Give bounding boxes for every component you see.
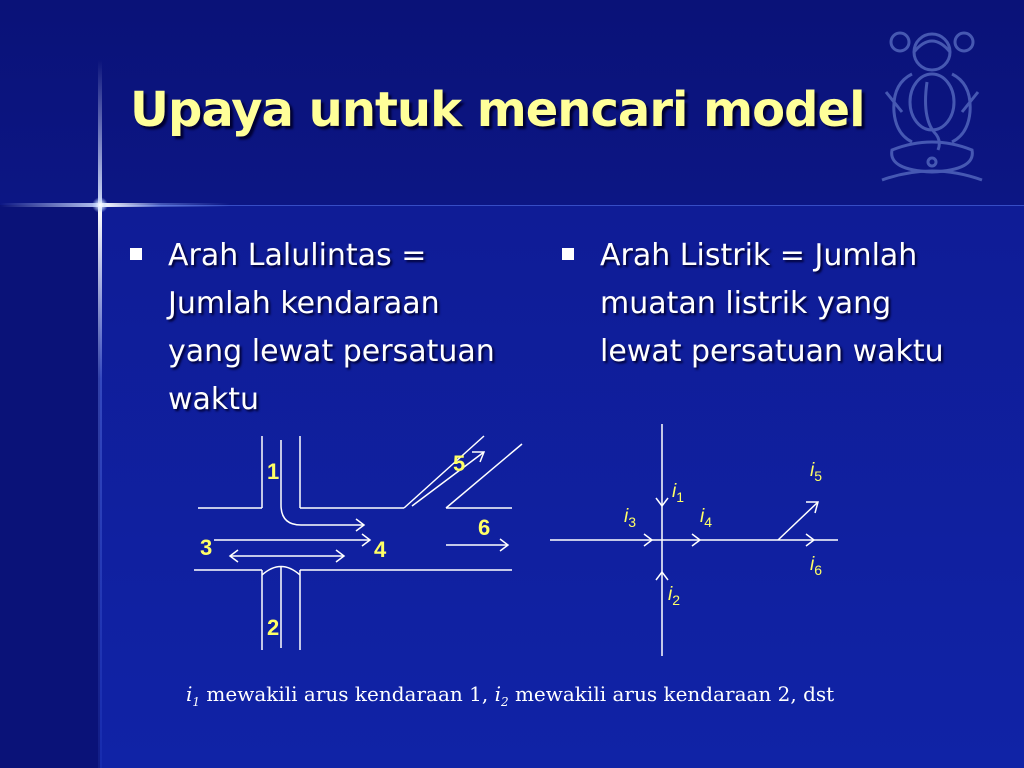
current-label-i1: $i_1$ bbox=[672, 481, 685, 505]
circuit-labels bbox=[624, 460, 822, 608]
bullet-electric-text: Arah Listrik = Jumlah muatan listrik yang lewat persatuan waktu bbox=[600, 238, 944, 369]
caption-subscript-2: 2 bbox=[500, 695, 509, 709]
slide-title: Upaya untuk mencari model bbox=[130, 82, 865, 138]
current-label-i6: $i_6$ bbox=[810, 554, 823, 578]
diagram-caption bbox=[186, 682, 834, 709]
caption-text-1: mewakili arus kendaraan 1, bbox=[200, 682, 495, 706]
current-label-i3: $i_3$ bbox=[624, 506, 637, 530]
traffic-label-2: 2 bbox=[267, 615, 280, 640]
traffic-label-3: 3 bbox=[200, 535, 213, 560]
current-label-i4: $i_4$ bbox=[700, 506, 713, 530]
caption-subscript-1: 1 bbox=[192, 695, 201, 709]
bullet-traffic-text: Arah Lalulintas = Jumlah kendaraan yang lewat persatuan waktu bbox=[168, 238, 495, 417]
road-edge bbox=[404, 436, 484, 508]
traffic-label-6: 6 bbox=[478, 515, 491, 540]
traffic-label-4: 4 bbox=[374, 537, 387, 562]
current-label-i5: $i_5$ bbox=[810, 460, 823, 484]
circuit-diagram bbox=[550, 424, 838, 656]
flow-arrow-1 bbox=[281, 440, 364, 525]
traffic-label-5: 5 bbox=[453, 451, 466, 476]
caption-symbol-1: i bbox=[186, 682, 193, 706]
traffic-label-1: 1 bbox=[267, 459, 280, 484]
current-label-i2: $i_2$ bbox=[668, 584, 681, 608]
wire-branch-5 bbox=[778, 502, 818, 540]
traffic-diagram bbox=[194, 436, 522, 650]
caption-symbol-2: i bbox=[494, 682, 501, 706]
flow-arrow-5 bbox=[412, 452, 484, 506]
caption-text-2: mewakili arus kendaraan 2, dst bbox=[508, 682, 835, 706]
